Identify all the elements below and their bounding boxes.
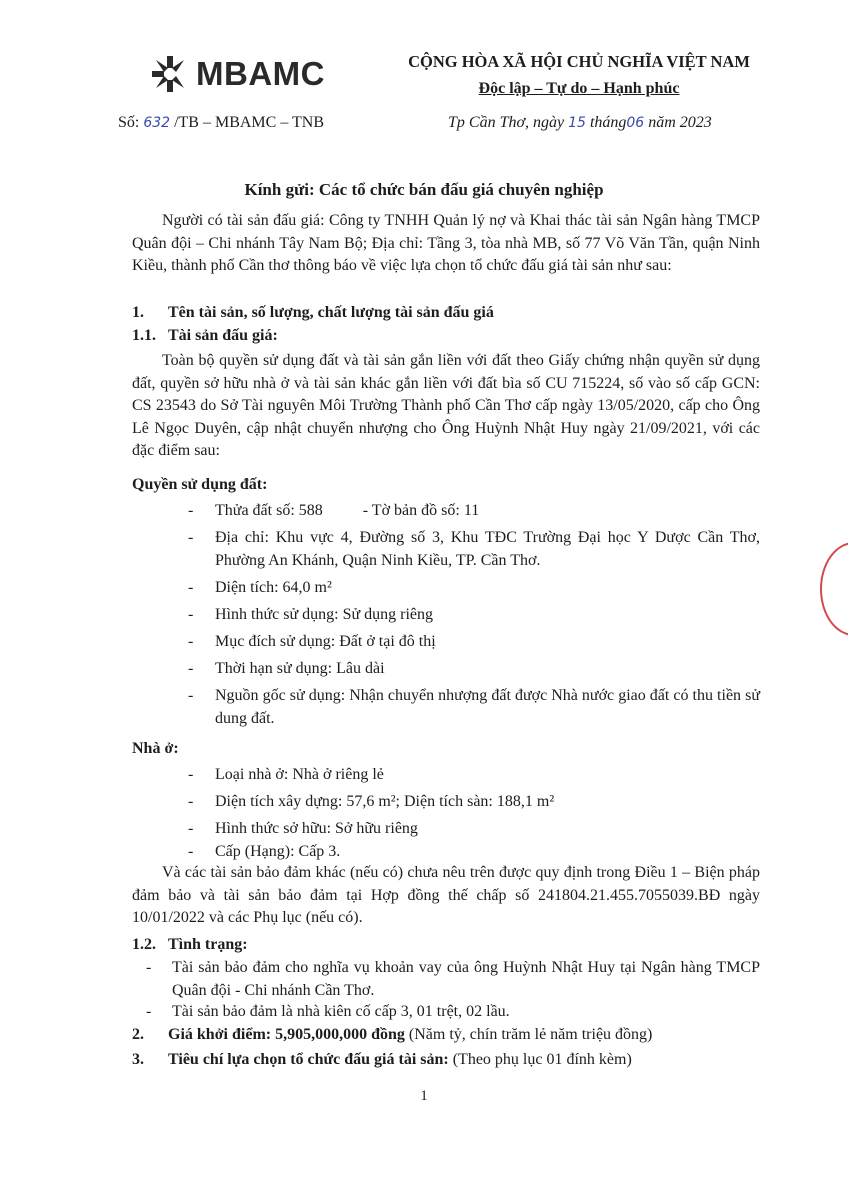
section-number: 1. [132, 304, 144, 321]
list-item: - Tài sản bảo đảm là nhà kiên cố cấp 3, 01 trệt, 02 lầu. [146, 1001, 760, 1024]
mbamc-star-icon [150, 54, 190, 94]
section-number: 3. [132, 1051, 144, 1068]
section-2-heading [132, 1024, 760, 1047]
land-use-heading: Quyền sử dụng đất: [132, 476, 268, 493]
list-item: - Tài sản bảo đảm cho nghĩa vụ khoản vay của ông Huỳnh Nhật Huy tại Ngân hàng TMCP Quân đội - Chi nhánh Cần Thơ. [146, 957, 760, 1002]
section-line [168, 1024, 652, 1047]
date-prefix: Tp Cần Thơ, ngày [448, 114, 565, 131]
list-item: - Hình thức sử dụng: Sử dụng riêng [188, 604, 760, 627]
list-item: - Diện tích xây dựng: 57,6 m²; Diện tích sàn: 188,1 m² [188, 791, 760, 814]
other-assets-paragraph: Và các tài sản bảo đảm khác (nếu có) chưa nêu trên được quy định trong Điều 1 – Biện pháp đảm bảo và tài sản bảo đảm tại Hợp đồng thế chấp số 241804.21.455.7055039.BĐ ngày 10/01/2022 và các Phụ lục (nếu có). [132, 864, 760, 926]
section-title: Tình trạng: [168, 936, 248, 953]
list-item-text: Tài sản bảo đảm là nhà kiên cố cấp 3, 01 trệt, 02 lầu. [172, 1003, 510, 1020]
so-prefix: Số: [118, 114, 140, 131]
list-item: - Địa chỉ: Khu vực 4, Đường số 3, Khu TĐC Trường Đại học Y Dược Cần Thơ, Phường An Khánh, Quận Ninh Kiều, TP. Cần Thơ. [188, 527, 760, 572]
list-item: - Loại nhà ở: Nhà ở riêng lẻ [188, 764, 760, 787]
starting-price-words: (Năm tỷ, chín trăm lẻ năm triệu đồng) [404, 1026, 653, 1043]
section-number: 1.2. [132, 936, 156, 953]
nation-title: CỘNG HÒA XÃ HỘI CHỦ NGHĨA VIỆT NAM [408, 52, 750, 71]
list-item-text: Địa chỉ: Khu vực 4, Đường số 3, Khu TĐC Trường Đại học Y Dược Cần Thơ, Phường An Khánh, Quận Ninh Kiều, TP. Cần Thơ. [215, 529, 760, 569]
house-heading: Nhà ở: [132, 740, 179, 757]
document-number [118, 114, 324, 132]
criteria-note: (Theo phụ lục 01 đính kèm) [448, 1051, 632, 1068]
section-title: Tài sản đấu giá: [168, 327, 278, 344]
logo-text: MBAMC [196, 55, 325, 92]
so-suffix: /TB – MBAMC – TNB [174, 114, 325, 131]
list-item: - Thửa đất số: 588 - Tờ bản đồ số: 11 [188, 500, 760, 523]
date-day-handwritten: 15 [568, 115, 586, 131]
date-month-handwritten: 06 [626, 115, 645, 131]
asset-description: Toàn bộ quyền sử dụng đất và tài sản gắn liền với đất theo Giấy chứng nhận quyền sử dụng đất, quyền sở hữu nhà ở và tài sản khác gắn liền với đất bìa số CU 715224, số vào số cấp GCN: CS 23543 do Sở Tài nguyên Môi Trường Thành phố Cần Thơ cấp ngày 13/05/2020, cấp cho Ông Lê Ngọc Duyên, cập nhật chuyển nhượng cho Ông Huỳnh Nhật Huy ngày 21/09/2021, với các đặc điểm sau: [132, 352, 760, 459]
section-number: 1.1. [132, 327, 156, 344]
list-item: - Thời hạn sử dụng: Lâu dài [188, 658, 760, 681]
list-item: - Mục đích sử dụng: Đất ở tại đô thị [188, 631, 760, 654]
list-item-text: Cấp (Hạng): Cấp 3. [215, 843, 341, 860]
list-item: - Cấp (Hạng): Cấp 3. [188, 841, 760, 864]
section-1-2-heading [132, 934, 760, 957]
list-item-text: Thửa đất số: 588 - Tờ bản đồ số: 11 [215, 502, 480, 519]
list-item-text: Mục đích sử dụng: Đất ở tại đô thị [215, 633, 436, 650]
list-item-text: Diện tích: 64,0 m² [215, 579, 332, 596]
list-item-text: Hình thức sử dụng: Sử dụng riêng [215, 606, 434, 623]
list-item-text: Loại nhà ở: Nhà ở riêng lẻ [215, 766, 384, 783]
date-suffix: năm 2023 [648, 114, 712, 131]
section-3-heading [132, 1049, 760, 1072]
page-number: 1 [420, 1088, 428, 1104]
motto [398, 80, 760, 98]
list-item: - Nguồn gốc sử dụng: Nhận chuyển nhượng đất được Nhà nước giao đất có thu tiền sử dung đất. [188, 685, 760, 730]
company-logo [150, 52, 325, 96]
list-item-text: Diện tích xây dựng: 57,6 m²; Diện tích sàn: 188,1 m² [215, 793, 555, 810]
criteria-label: Tiêu chí lựa chọn tổ chức đấu giá tài sản: [168, 1051, 449, 1068]
date-line [448, 114, 712, 132]
intro-paragraph: Người có tài sản đấu giá: Công ty TNHH Quản lý nợ và Khai thác tài sản Ngân hàng TMCP Quân đội – Chi nhánh Tây Nam Bộ; Địa chỉ: Tầng 3, tòa nhà MB, số 77 Võ Văn Tần, quận Ninh Kiều, thành phố Cần thơ thông báo về việc lựa chọn tổ chức đấu giá tài sản như sau: [132, 212, 760, 274]
section-1-1-heading [132, 325, 760, 348]
recipient-heading: Kính gửi: Các tổ chức bán đấu giá chuyên nghiệp [244, 180, 604, 199]
list-item: - Diện tích: 64,0 m² [188, 577, 760, 600]
section-number: 2. [132, 1026, 144, 1043]
list-item-text: Nguồn gốc sử dụng: Nhận chuyển nhượng đất được Nhà nước giao đất có thu tiền sử dung đất. [215, 687, 760, 727]
section-title: Tên tài sản, số lượng, chất lượng tài sản đấu giá [168, 304, 494, 321]
so-number-handwritten: 632 [143, 115, 171, 131]
date-mid: tháng [589, 114, 627, 131]
section-1-heading [132, 302, 760, 325]
list-item-text: Hình thức sở hữu: Sở hữu riêng [215, 820, 418, 837]
red-stamp-partial [820, 542, 848, 636]
starting-price-label: Giá khởi điểm: 5,905,000,000 đồng [168, 1026, 405, 1043]
motto-text: Độc lập – Tự do – Hạnh phúc [478, 80, 680, 97]
section-line [168, 1049, 632, 1072]
list-item: - Hình thức sở hữu: Sở hữu riêng [188, 818, 760, 841]
list-item-text: Tài sản bảo đảm cho nghĩa vụ khoản vay của ông Huỳnh Nhật Huy tại Ngân hàng TMCP Quân đội - Chi nhánh Cần Thơ. [172, 959, 760, 999]
list-item-text: Thời hạn sử dụng: Lâu dài [215, 660, 385, 677]
